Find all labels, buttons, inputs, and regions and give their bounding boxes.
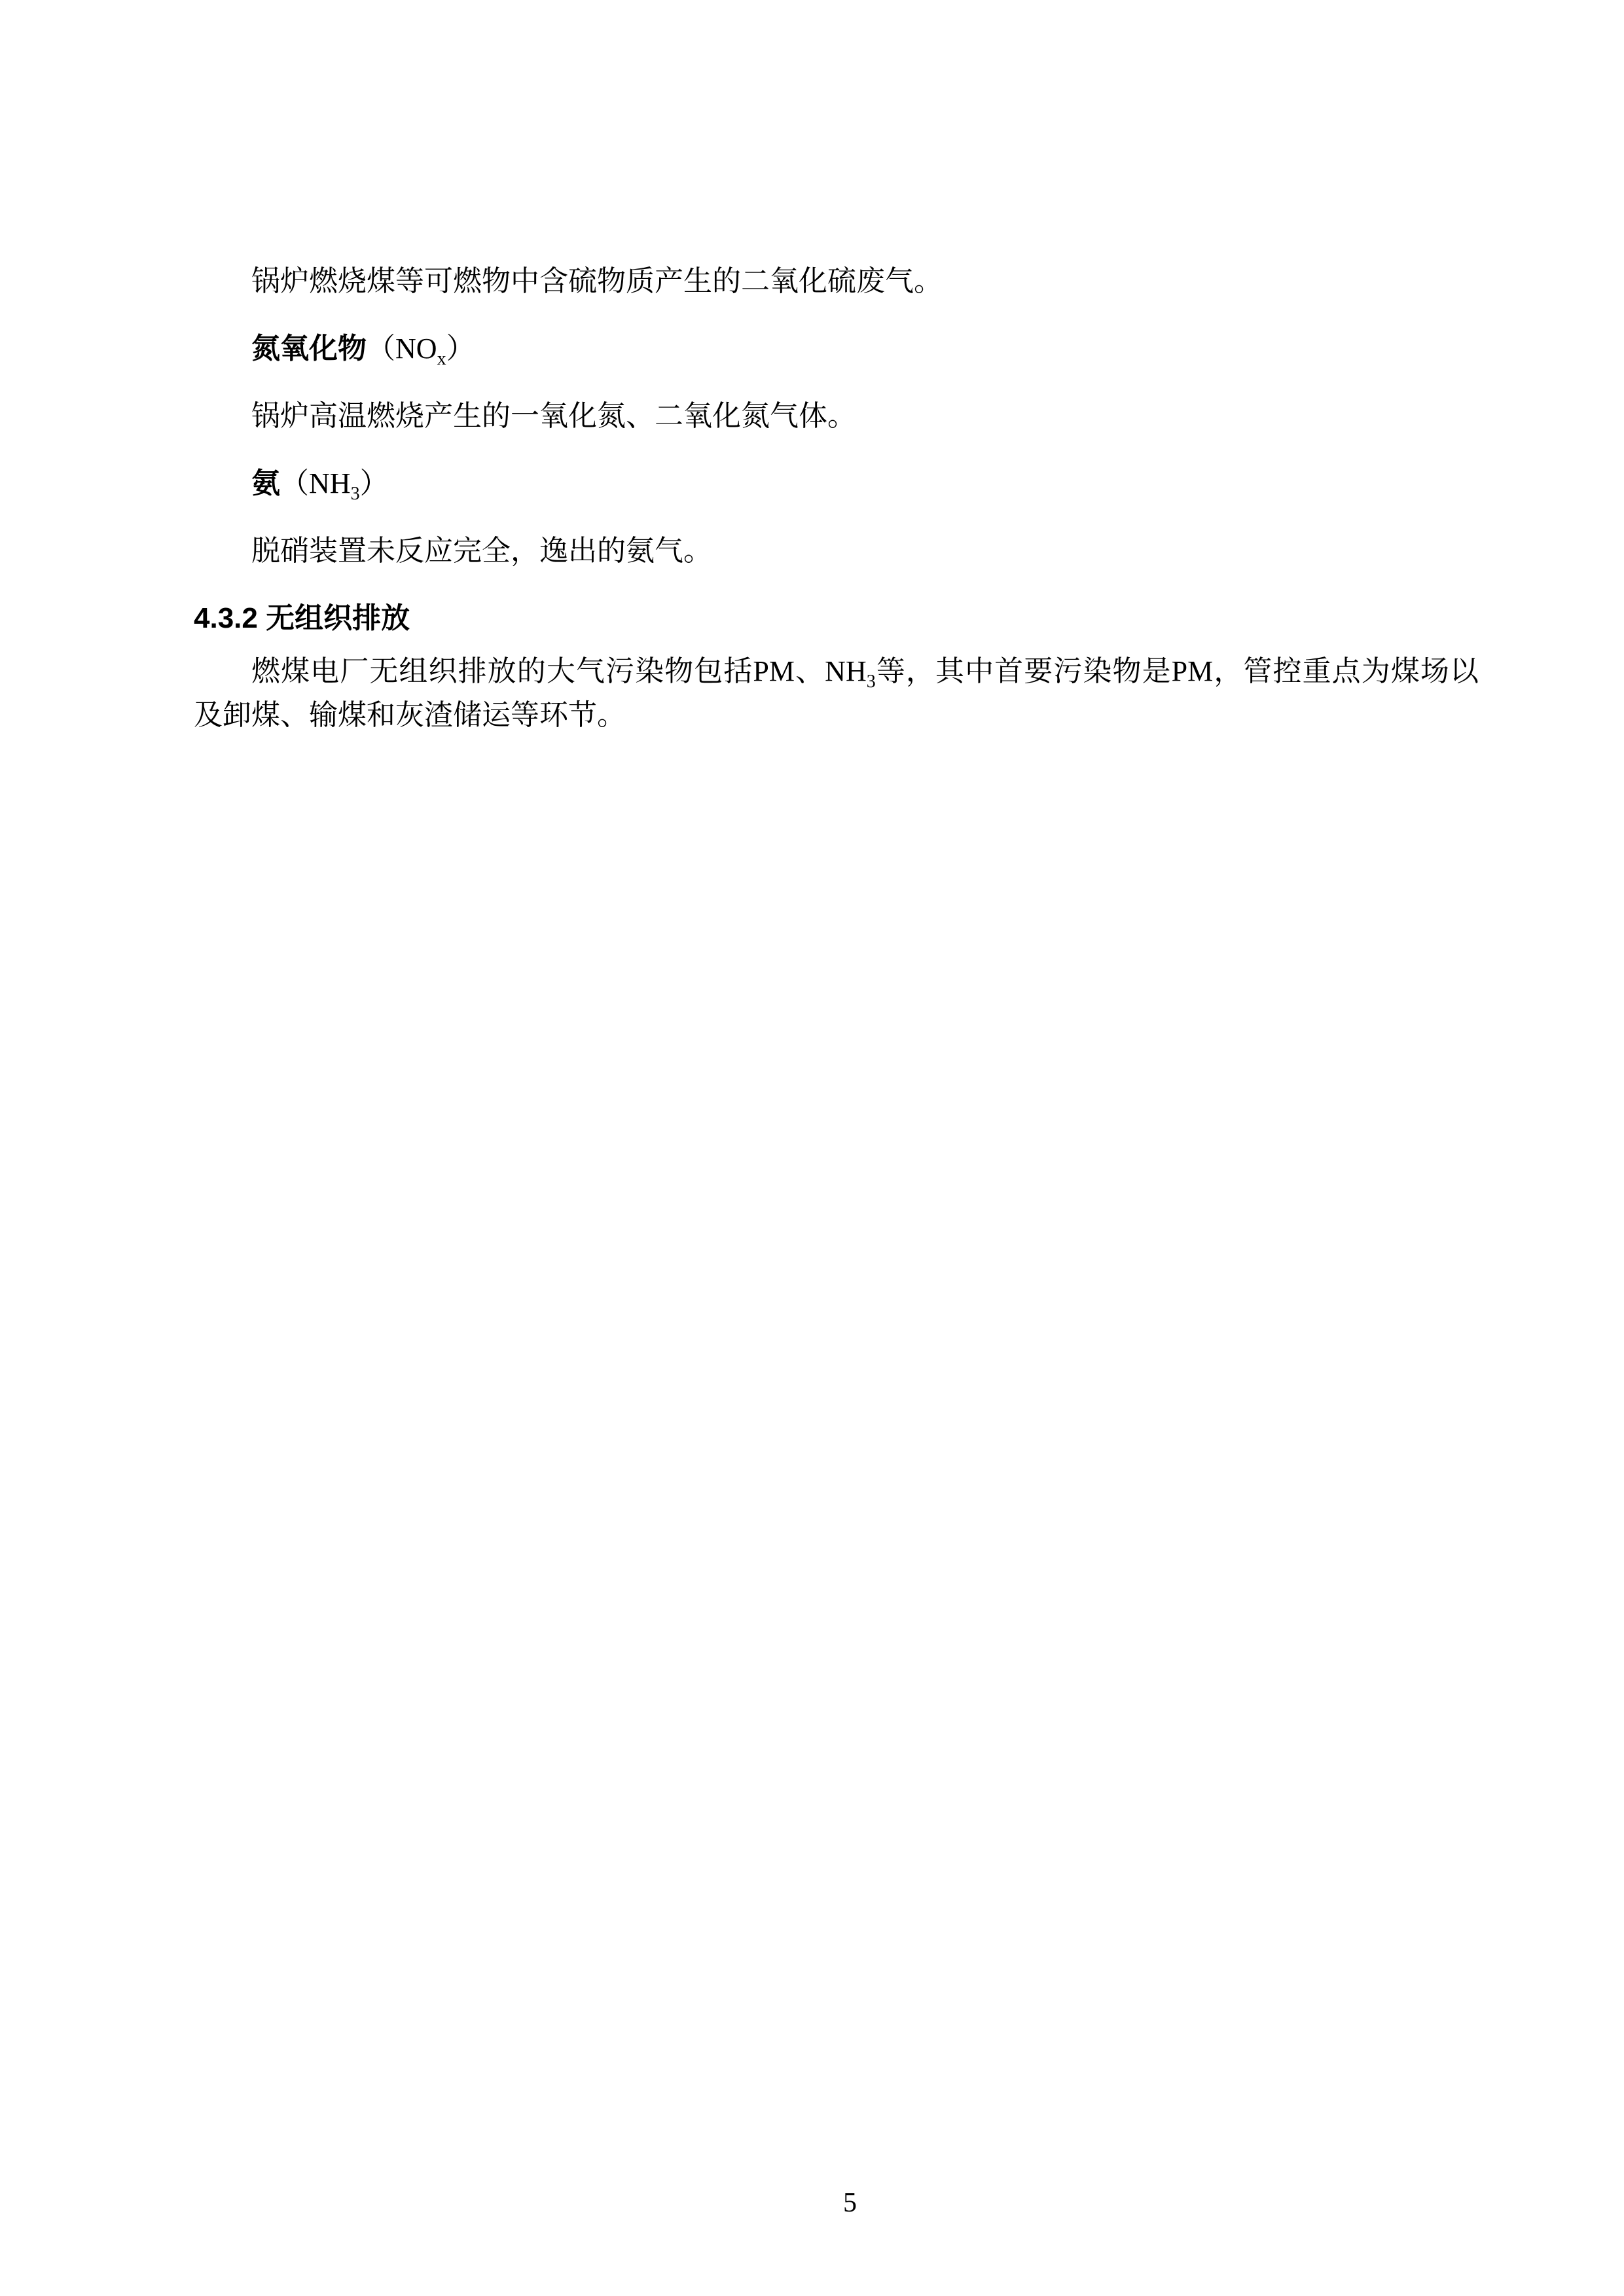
- term-nitrogen-oxides: [194, 326, 1479, 371]
- fugitive-nh3-subscript: 3: [866, 672, 876, 692]
- term-nox-formula: NO: [395, 332, 437, 365]
- page-number: 5: [843, 2188, 857, 2218]
- paragraph-fugitive-emissions: [194, 649, 1479, 737]
- term-nh3-close-paren: ）: [359, 467, 389, 499]
- fugitive-text-pre: 燃煤电厂无组织排放的大气污染物包括PM、NH: [251, 655, 867, 687]
- term-nh3-subscript: 3: [350, 484, 360, 504]
- document-content: [194, 259, 1479, 737]
- paragraph-so2-definition: 锅炉燃烧煤等可燃物中含硫物质产生的二氧化硫废气。: [251, 265, 943, 297]
- term-nox-subscript: x: [437, 349, 446, 369]
- fugitive-text-post: 等，其中首要污染物是PM，管控重点为煤场以及卸煤、输煤和灰渣储运等环节。: [194, 655, 1479, 731]
- term-nh3-formula: NH: [309, 467, 351, 499]
- paragraph-ammonia-definition: 脱硝装置未反应完全，逸出的氨气。: [251, 535, 712, 567]
- term-nox-open-paren: （: [367, 332, 395, 365]
- term-ammonia-label: 氨: [251, 467, 280, 499]
- term-ammonia: [194, 461, 1479, 506]
- section-heading-4-3-2: 4.3.2 无组织排放: [194, 602, 410, 634]
- paragraph-nox-definition: 锅炉高温燃烧产生的一氧化氮、二氧化氮气体。: [251, 400, 856, 432]
- term-nh3-open-paren: （: [280, 467, 309, 499]
- term-nox-close-paren: ）: [446, 332, 475, 365]
- term-nitrogen-oxides-label: 氮氧化物: [251, 332, 367, 365]
